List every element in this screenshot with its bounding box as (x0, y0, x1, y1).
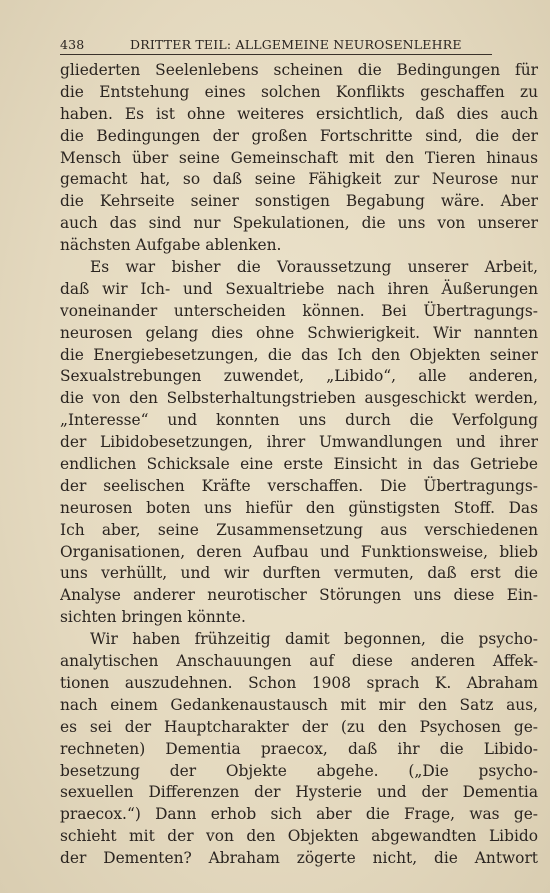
text-line: rechneten) Dementia praecox, daß ihr die Libido- (60, 739, 538, 758)
text-line: sichten bringen könnte. (60, 608, 246, 627)
text-line: uns verhüllt, und wir durften vermuten, daß erst die (60, 564, 538, 583)
text-line: Analyse anderer neurotischer Störungen uns diese Ein- (60, 586, 538, 605)
running-title: DRITTER TEIL: ALLGEMEINE NEUROSENLEHRE (130, 37, 462, 52)
text-line: der seelischen Kräfte verschaffen. Die Übertragungs- (60, 476, 538, 495)
text-line: die von den Selbsterhaltungstrieben ausgeschickt werden, (60, 389, 538, 408)
text-line: Wir haben frühzeitig damit begonnen, die psycho- (90, 630, 538, 649)
text-line: auch das sind nur Spekulationen, die uns von unserer (60, 214, 538, 233)
text-line: die Energiebesetzungen, die das Ich den Objekten seiner (60, 345, 538, 364)
text-line: besetzung der Objekte abgehe. („Die psycho- (60, 761, 538, 780)
text-line: neurosen gelang dies ohne Schwierigkeit. Wir nannten (60, 323, 538, 342)
text-line: gemacht hat, so daß seine Fähigkeit zur Neurose nur (60, 170, 538, 189)
text-line: voneinander unterscheiden können. Bei Übertragungs- (60, 301, 538, 320)
text-line: endlichen Schicksale eine erste Einsicht in das Getriebe (60, 455, 538, 474)
running-header (60, 33, 492, 55)
text-line: analytischen Anschauungen auf diese anderen Affek- (60, 652, 538, 671)
text-line: die Bedingungen der großen Fortschritte sind, die der (60, 126, 538, 145)
text-line: der Dementen? Abraham zögerte nicht, die Antwort (60, 849, 538, 868)
text-line: schieht mit der von den Objekten abgewandten Libido (60, 827, 538, 846)
text-line: Sexualstrebungen zuwendet, „Libido“, alle anderen, (60, 367, 538, 386)
header-rule (60, 54, 492, 55)
text-line: nächsten Aufgabe ablenken. (60, 236, 282, 255)
text-line: der Libidobesetzungen, ihrer Umwandlungen und ihrer (60, 433, 538, 452)
text-line: es sei der Hauptcharakter der (zu den Psychosen ge- (60, 717, 538, 736)
text-line: daß wir Ich- und Sexualtriebe nach ihren Äußerungen (60, 279, 538, 298)
text-line: die Kehrseite seiner sonstigen Begabung wäre. Aber (60, 192, 538, 211)
text-line: „Interesse“ und konnten uns durch die Verfolgung (60, 411, 538, 430)
text-line: Ich aber, seine Zusammensetzung aus verschiedenen (60, 520, 538, 539)
text-line: Es war bisher die Voraussetzung unserer Arbeit, (90, 258, 538, 277)
page-number: 438 (60, 37, 85, 52)
text-line: sexuellen Differenzen der Hysterie und der Dementia (60, 783, 538, 802)
text-line: neurosen boten uns hiefür den günstigsten Stoff. Das (60, 498, 538, 517)
text-line: Organisationen, deren Aufbau und Funktionsweise, blieb (60, 542, 538, 561)
text-line: tionen auszudehnen. Schon 1908 sprach K. Abraham (60, 673, 538, 692)
text-line: nach einem Gedankenaustausch mit mir den Satz aus, (60, 695, 538, 714)
text-line: gliederten Seelenlebens scheinen die Bedingungen für (60, 61, 538, 79)
body-text (60, 60, 538, 870)
text-line: praecox.“) Dann erhob sich aber die Frage, was ge- (60, 805, 538, 824)
text-line: Mensch über seine Gemeinschaft mit den Tieren hinaus (60, 148, 538, 167)
text-line: die Entstehung eines solchen Konflikts geschaffen zu (60, 82, 538, 101)
text-line: haben. Es ist ohne weiteres ersichtlich, daß dies auch (60, 104, 538, 123)
